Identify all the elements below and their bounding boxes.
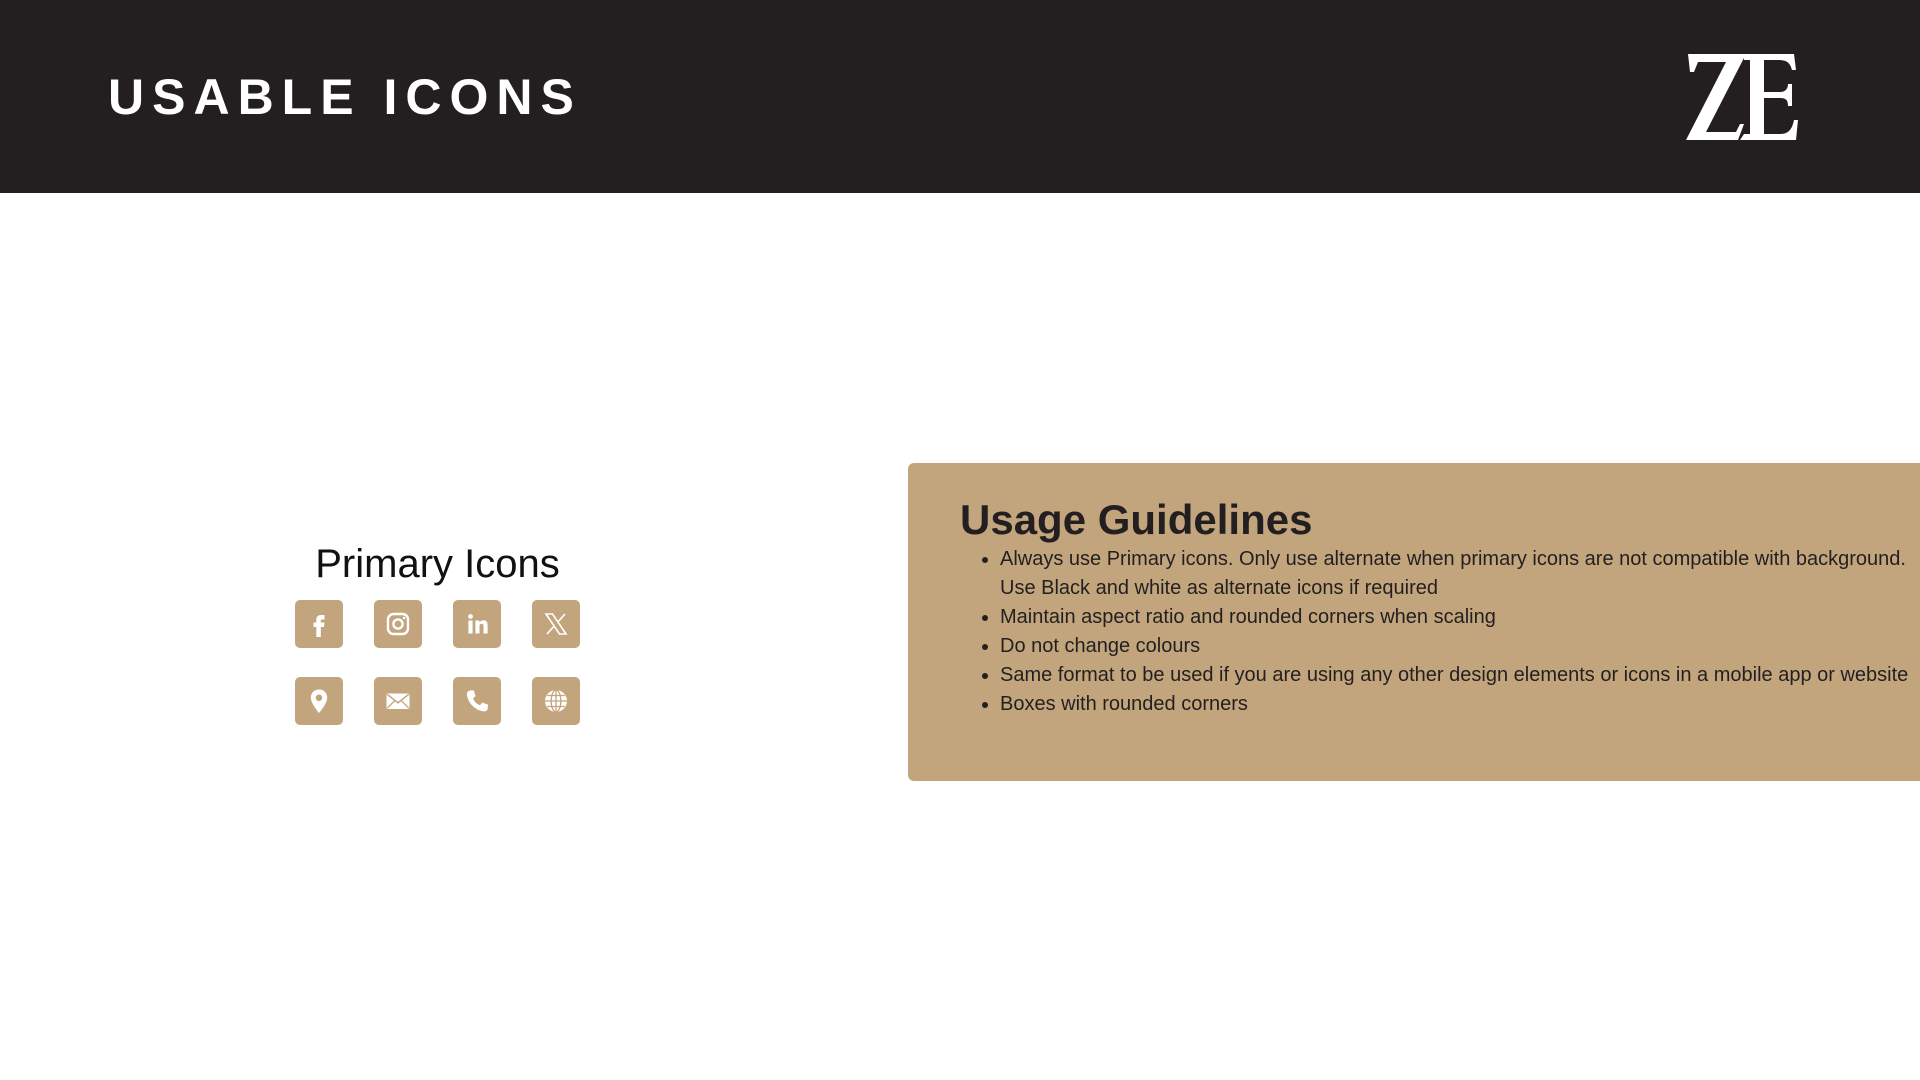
list-item: • Do not change colours <box>1000 632 1910 661</box>
ze-logo <box>1684 52 1798 142</box>
page-title: USABLE ICONS <box>108 69 582 125</box>
list-item: • Maintain aspect ratio and rounded corners when scaling <box>1000 603 1910 632</box>
location-pin-icon[interactable] <box>295 677 343 725</box>
usage-guidelines-panel <box>908 463 1920 781</box>
facebook-icon[interactable] <box>295 600 343 648</box>
list-item: • Always use Primary icons. Only use alternate when primary icons are not compatible with background. Use Black and white as alternate icons if required <box>1000 545 1910 603</box>
list-item: • Same format to be used if you are using any other design elements or icons in a mobile app or website <box>1000 661 1910 690</box>
primary-icons-grid <box>295 600 581 725</box>
instagram-icon[interactable] <box>374 600 422 648</box>
globe-icon[interactable] <box>532 677 580 725</box>
phone-icon[interactable] <box>453 677 501 725</box>
list-item: • Boxes with rounded corners <box>1000 690 1910 719</box>
usage-guidelines-title: Usage Guidelines <box>960 496 1313 543</box>
mail-icon[interactable] <box>374 677 422 725</box>
primary-icons-title: Primary Icons <box>315 542 560 586</box>
linkedin-icon[interactable] <box>453 600 501 648</box>
x-icon[interactable] <box>532 600 580 648</box>
usage-guidelines-list <box>960 545 1910 719</box>
header-bar <box>0 0 1920 193</box>
